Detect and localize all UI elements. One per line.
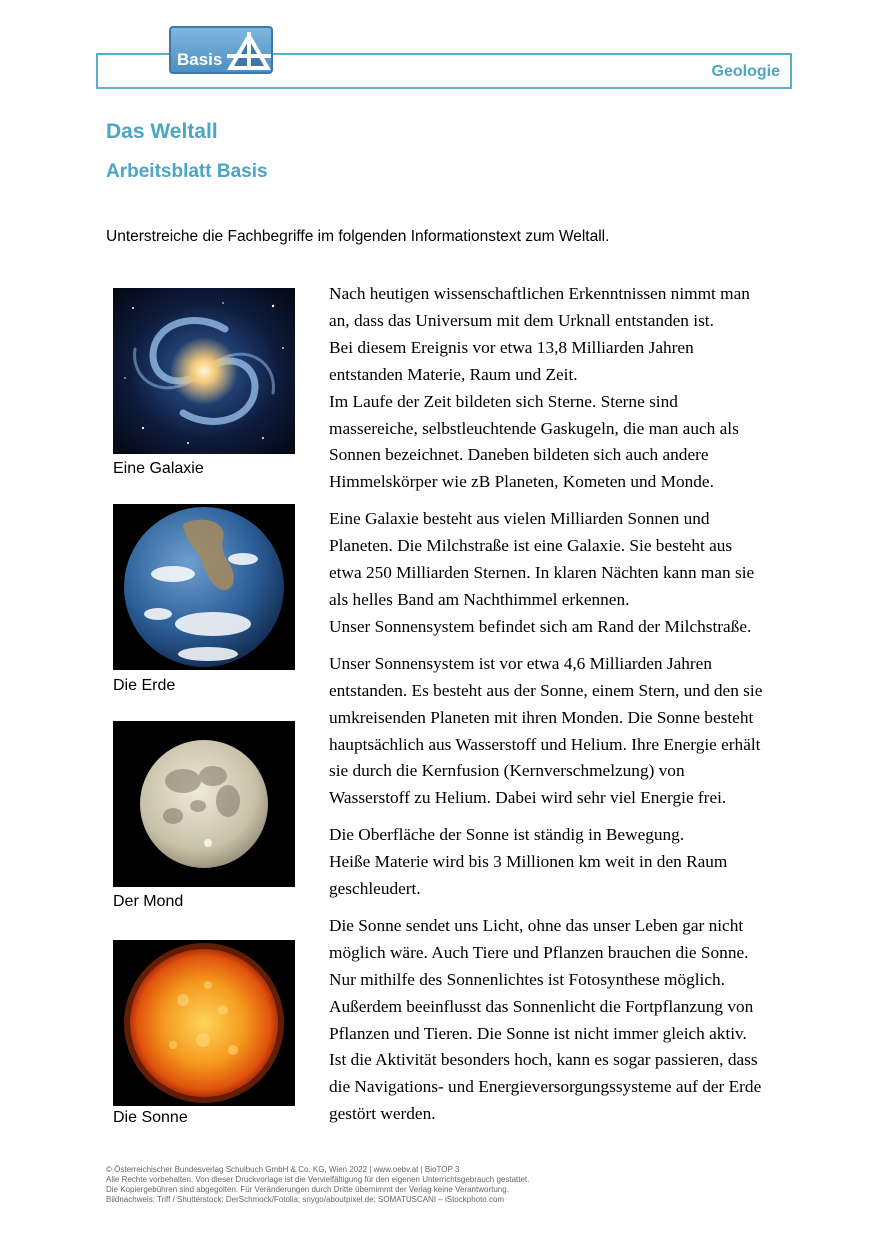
text-line: Heiße Materie wird bis 3 Millionen km weit in den Raum (329, 852, 728, 872)
earth-caption: Die Erde (113, 677, 176, 694)
footer-line: Alle Rechte vorbehalten. Von dieser Druckvorlage ist die Vervielfältigung für den eigenen Unterrichtsgebrauch gestattet. (106, 1175, 530, 1184)
text-line: etwa 250 Milliarden Sternen. In klaren Nächten kann man sie (329, 563, 755, 583)
text-line: Planeten. Die Milchstraße ist eine Galaxie. Sie besteht aus (329, 536, 733, 556)
text-line: Pflanzen und Tieren. Die Sonne ist nicht immer gleich aktiv. (329, 1023, 747, 1043)
text-line: entstanden Materie, Raum und Zeit. (329, 364, 578, 384)
text-line: massereiche, selbstleuchtende Gaskugeln, die man auch als (329, 418, 739, 438)
footer-line: Die Kopiergebühren sind abgegolten. Für Veränderungen durch Dritte übernimmt der Verlag keine Verantwortung. (106, 1185, 509, 1194)
logo-text: Basis (177, 50, 223, 69)
galaxy-caption: Eine Galaxie (113, 460, 204, 477)
text-line: Unser Sonnensystem befindet sich am Rand der Milchstraße. (329, 616, 752, 636)
text-line: als helles Band am Nachthimmel erkennen. (329, 589, 630, 609)
subject-label: Geologie (711, 63, 780, 80)
text-line: sie durch die Kernfusion (Kernverschmelzung) von (329, 761, 685, 781)
text-line: gestört werden. (329, 1104, 436, 1124)
text-line: umkreisenden Planeten mit ihren Monden. Die Sonne besteht (329, 707, 754, 727)
galaxy-image (113, 288, 295, 454)
text-line: geschleudert. (329, 879, 421, 899)
text-line: die Navigations- und Energieversorgungssysteme auf der Erde (329, 1077, 762, 1097)
text-line: Außerdem beeinflusst das Sonnenlicht die Fortpflanzung von (329, 996, 754, 1016)
paragraph-sonnensystem (329, 651, 789, 812)
text-line: möglich wäre. Auch Tiere und Pflanzen brauchen die Sonne. (329, 942, 749, 962)
page-title: Das Weltall (106, 120, 218, 143)
text-line: Ist die Aktivität besonders hoch, kann es sogar passieren, dass (329, 1050, 758, 1070)
text-line: Sonnen bezeichnet. Daneben bildeten sich auch andere (329, 445, 709, 465)
moon-image (113, 721, 295, 887)
sun-caption: Die Sonne (113, 1109, 188, 1126)
instruction-text: Unterstreiche die Fachbegriffe im folgenden Informationstext zum Weltall. (106, 228, 610, 245)
text-line: an, dass das Universum mit dem Urknall entstanden ist. (329, 310, 714, 330)
earth-image (113, 504, 295, 670)
text-line: Bei diesem Ereignis vor etwa 13,8 Milliarden Jahren (329, 337, 694, 357)
basis-logo (169, 26, 273, 74)
text-line: Wasserstoff zu Helium. Dabei wird sehr viel Energie frei. (329, 788, 727, 808)
paragraph-urknall (329, 281, 789, 496)
page-subtitle: Arbeitsblatt Basis (106, 161, 268, 182)
text-line: Nach heutigen wissenschaftlichen Erkenntnissen nimmt man (329, 284, 750, 303)
text-line: Nur mithilfe des Sonnenlichtes ist Fotosynthese möglich. (329, 969, 725, 989)
text-line: Unser Sonnensystem ist vor etwa 4,6 Milliarden Jahren (329, 653, 712, 673)
footer-line: Bildnachweis: Triff / Shutterstock; DerSchmock/Fotolia; snygo/aboutpixel.de; SOMATUSCANI – iStockphoto.com (106, 1195, 505, 1204)
text-line: Im Laufe der Zeit bildeten sich Sterne. Sterne sind (329, 391, 678, 411)
moon-caption: Der Mond (113, 893, 184, 910)
paragraph-oberflaeche (329, 822, 789, 903)
text-line: Eine Galaxie besteht aus vielen Milliarden Sonnen und (329, 509, 710, 529)
text-line: Die Sonne sendet uns Licht, ohne das unser Leben gar nicht (329, 915, 744, 935)
info-text (329, 281, 789, 1138)
text-line: Die Oberfläche der Sonne ist ständig in Bewegung. (329, 825, 685, 845)
sun-image (113, 940, 295, 1106)
paragraph-galaxie (329, 506, 789, 641)
text-line: entstanden. Es besteht aus der Sonne, einem Stern, und den sie (329, 680, 763, 700)
footer-line: © Österreichischer Bundesverlag Schulbuch GmbH & Co. KG, Wien 2022 | www.oebv.at | BioTOP 3 (106, 1165, 460, 1174)
footer-credits (106, 1165, 529, 1205)
text-line: Himmelskörper wie zB Planeten, Kometen und Monde. (329, 472, 714, 492)
text-line: hauptsächlich aus Wasserstoff und Helium. Ihre Energie erhält (329, 734, 761, 754)
paragraph-sonnenlicht (329, 913, 789, 1128)
